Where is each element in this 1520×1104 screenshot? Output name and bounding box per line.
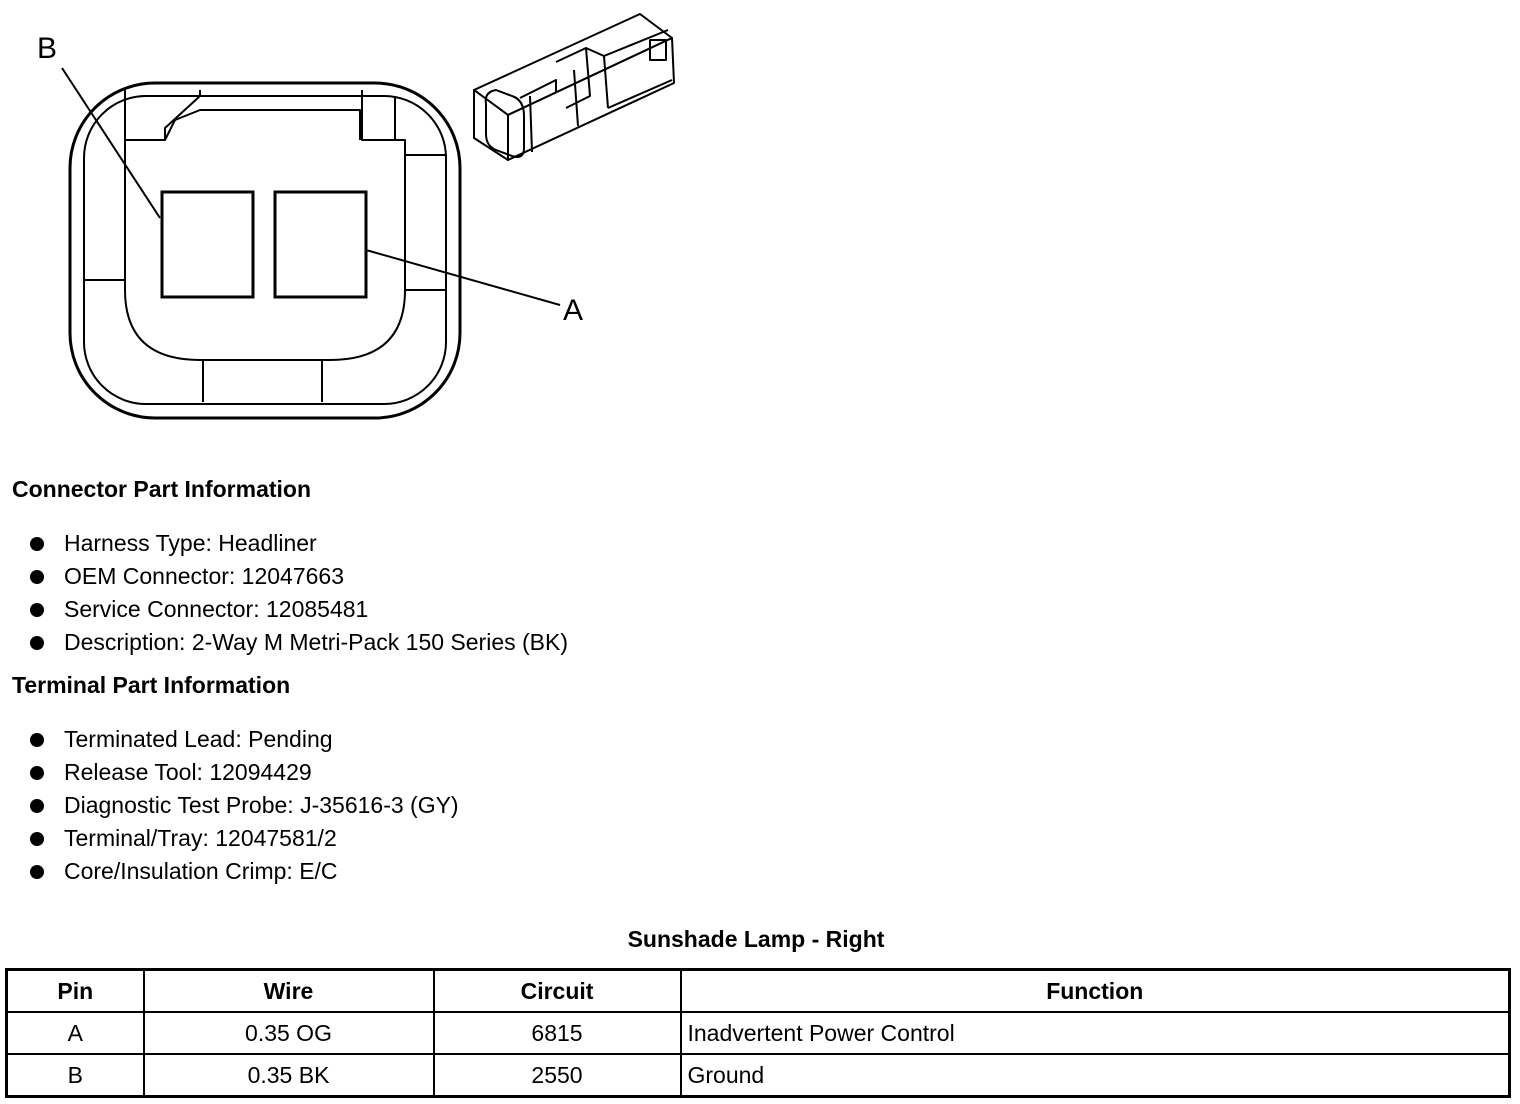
callout-line-b bbox=[62, 68, 160, 218]
table-header-row bbox=[7, 970, 1510, 1013]
terminated-lead: Terminated Lead: Pending bbox=[64, 726, 333, 752]
cell-function: Inadvertent Power Control bbox=[681, 1012, 1510, 1054]
cell-wire: 0.35 BK bbox=[144, 1054, 434, 1097]
pinout-table-title: Sunshade Lamp - Right bbox=[627, 926, 885, 952]
list-item bbox=[30, 527, 568, 560]
column-header-circuit: Circuit bbox=[434, 970, 681, 1013]
cell-circuit: 6815 bbox=[434, 1012, 681, 1054]
list-item bbox=[30, 789, 459, 822]
connector-face bbox=[70, 83, 460, 418]
connector-isometric-icon bbox=[474, 14, 674, 160]
bullet-icon bbox=[30, 603, 44, 617]
connector-description: Description: 2-Way M Metri-Pack 150 Series (BK) bbox=[64, 629, 569, 655]
bullet-icon bbox=[30, 799, 44, 813]
list-item bbox=[30, 593, 568, 626]
bullet-icon bbox=[30, 733, 44, 747]
cavity-b bbox=[162, 192, 253, 297]
bullet-icon bbox=[30, 832, 44, 846]
column-header-pin: Pin bbox=[7, 970, 144, 1013]
harness-type: Harness Type: Headliner bbox=[64, 530, 317, 556]
pinout-table bbox=[5, 968, 1511, 1098]
connector-part-info-title: Connector Part Information bbox=[12, 476, 312, 502]
callout-line-a bbox=[366, 250, 560, 305]
column-header-wire: Wire bbox=[144, 970, 434, 1013]
callout-a-label: A bbox=[563, 294, 584, 327]
bullet-icon bbox=[30, 766, 44, 780]
service-connector: Service Connector: 12085481 bbox=[64, 596, 369, 622]
cell-circuit: 2550 bbox=[434, 1054, 681, 1097]
list-item bbox=[30, 723, 459, 756]
list-item bbox=[30, 855, 459, 888]
terminal-part-info-title: Terminal Part Information bbox=[12, 672, 291, 698]
connector-part-info-list bbox=[30, 527, 568, 659]
bullet-icon bbox=[30, 570, 44, 584]
list-item bbox=[30, 756, 459, 789]
core-insulation-crimp: Core/Insulation Crimp: E/C bbox=[64, 858, 338, 884]
diagnostic-test-probe: Diagnostic Test Probe: J-35616-3 (GY) bbox=[64, 792, 459, 818]
terminal-part-info-list bbox=[30, 723, 459, 888]
cavity-a bbox=[275, 192, 366, 297]
oem-connector: OEM Connector: 12047663 bbox=[64, 563, 345, 589]
column-header-function: Function bbox=[681, 970, 1510, 1013]
terminal-cavities bbox=[162, 192, 366, 297]
bullet-icon bbox=[30, 537, 44, 551]
terminal-tray: Terminal/Tray: 12047581/2 bbox=[64, 825, 337, 851]
list-item bbox=[30, 822, 459, 855]
cell-pin: A bbox=[7, 1012, 144, 1054]
table-row bbox=[7, 1054, 1510, 1097]
callout-b-label: B bbox=[37, 32, 58, 65]
bullet-icon bbox=[30, 636, 44, 650]
list-item bbox=[30, 626, 568, 659]
connector-face-diagram bbox=[0, 0, 700, 440]
cell-pin: B bbox=[7, 1054, 144, 1097]
list-item bbox=[30, 560, 568, 593]
cell-function: Ground bbox=[681, 1054, 1510, 1097]
bullet-icon bbox=[30, 865, 44, 879]
table-row bbox=[7, 1012, 1510, 1054]
cell-wire: 0.35 OG bbox=[144, 1012, 434, 1054]
release-tool: Release Tool: 12094429 bbox=[64, 759, 312, 785]
